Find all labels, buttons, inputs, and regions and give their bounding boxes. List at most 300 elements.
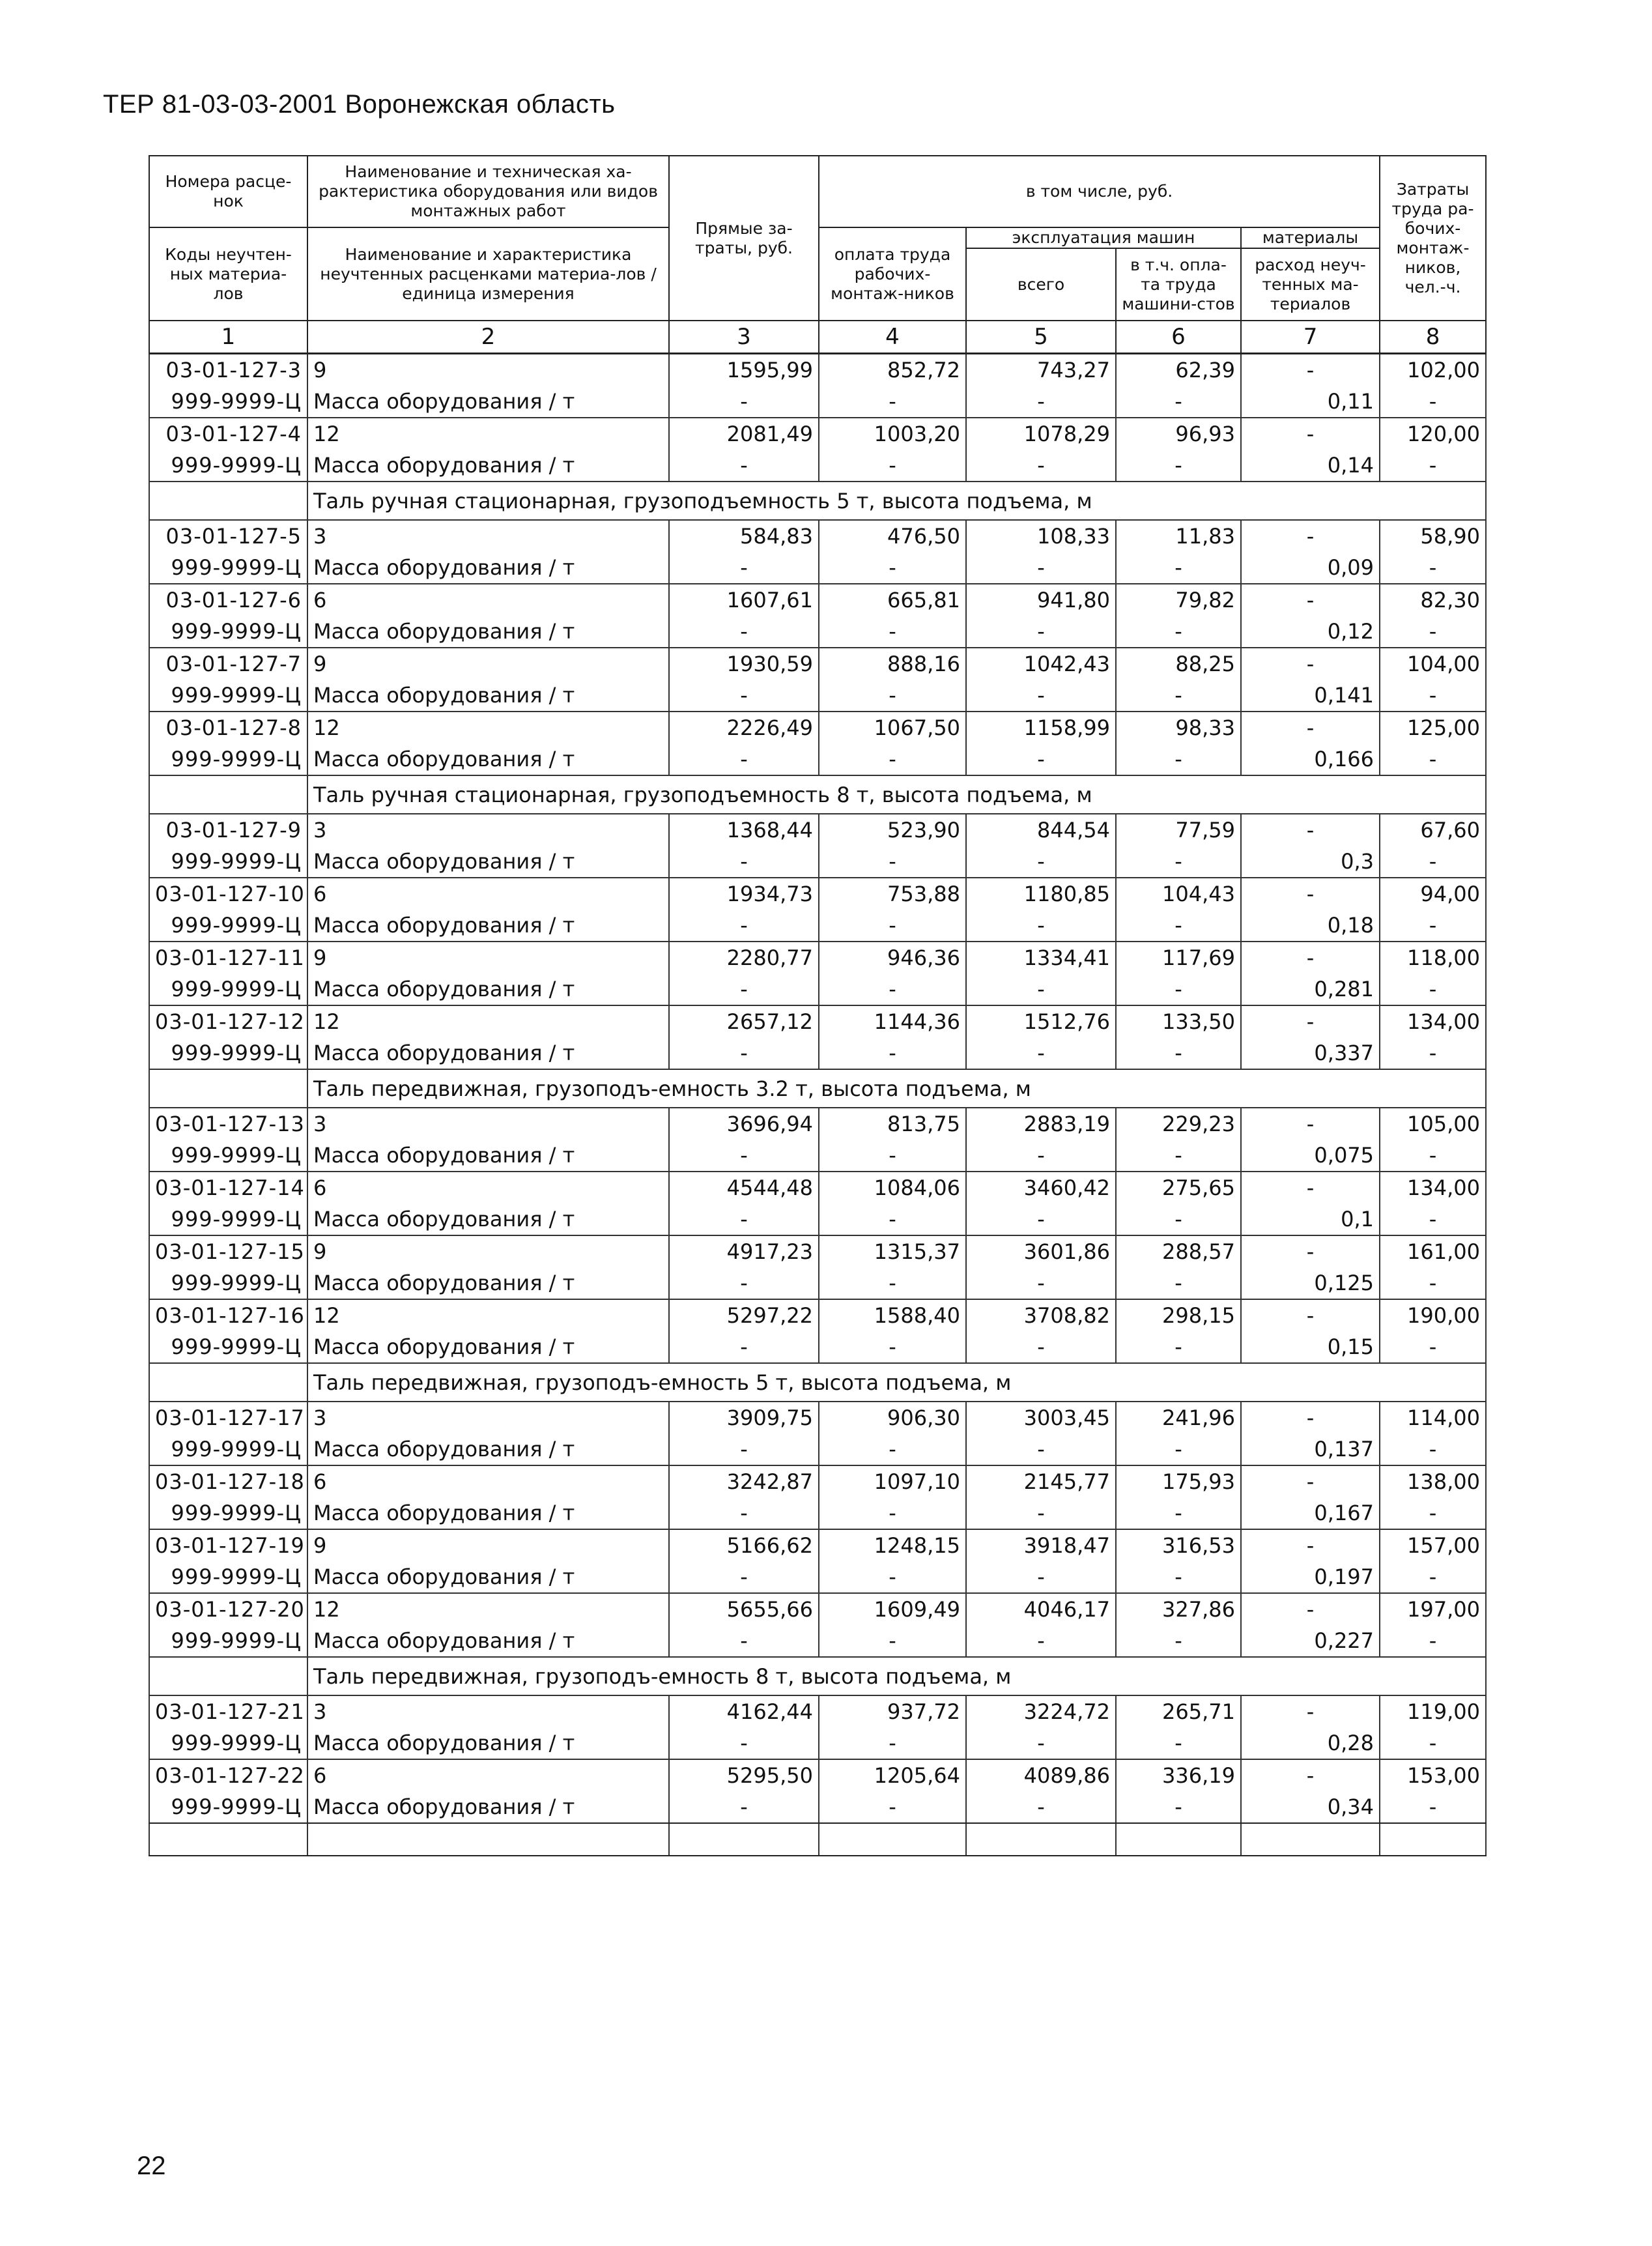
machines-total-value: 3003,45	[966, 1402, 1116, 1433]
rate-code: 03-01-127-20	[149, 1593, 307, 1625]
material-usage-value: 0,14	[1241, 450, 1380, 482]
wages-value: 665,81	[819, 584, 966, 616]
material-wages-value: -	[819, 1433, 966, 1465]
machines-total-value: 941,80	[966, 584, 1116, 616]
column-number: 2	[307, 321, 669, 354]
machines-total-value: 1512,76	[966, 1005, 1116, 1037]
column-number-row	[149, 321, 1486, 354]
rate-parameter: 12	[307, 1299, 669, 1331]
material-code: 999-9999-Ц	[149, 1037, 307, 1069]
machines-wages-value: 336,19	[1116, 1759, 1241, 1791]
material-wages-value: -	[819, 1140, 966, 1172]
material-direct-value: -	[669, 1331, 819, 1363]
direct-costs-value: 5655,66	[669, 1593, 819, 1625]
rate-code: 03-01-127-22	[149, 1759, 307, 1791]
labor-value: 114,00	[1380, 1402, 1486, 1433]
material-labor-value: -	[1380, 1140, 1486, 1172]
materials-usage-value: -	[1241, 1695, 1380, 1727]
direct-costs-value: 4917,23	[669, 1235, 819, 1267]
materials-usage-value: -	[1241, 1235, 1380, 1267]
material-row	[149, 552, 1486, 584]
rate-code: 03-01-127-5	[149, 520, 307, 552]
section-heading-row	[149, 1657, 1486, 1695]
material-machines-value: -	[966, 1497, 1116, 1529]
rate-code: 03-01-127-6	[149, 584, 307, 616]
material-name: Масса оборудования / т	[307, 910, 669, 942]
section-blank	[149, 1657, 307, 1695]
material-direct-value: -	[669, 450, 819, 482]
material-direct-value: -	[669, 616, 819, 648]
wages-value: 946,36	[819, 942, 966, 973]
material-direct-value: -	[669, 1433, 819, 1465]
direct-costs-value: 1934,73	[669, 878, 819, 910]
material-code: 999-9999-Ц	[149, 1791, 307, 1823]
section-blank	[149, 1069, 307, 1108]
column-number: 6	[1116, 321, 1241, 354]
rate-parameter: 3	[307, 1108, 669, 1140]
material-code: 999-9999-Ц	[149, 1497, 307, 1529]
column-number: 1	[149, 321, 307, 354]
material-code: 999-9999-Ц	[149, 1140, 307, 1172]
material-machines-wages-value: -	[1116, 1433, 1241, 1465]
material-machines-value: -	[966, 1727, 1116, 1759]
material-machines-wages-value: -	[1116, 1561, 1241, 1593]
rate-parameter: 6	[307, 1465, 669, 1497]
section-title: Таль передвижная, грузоподъ-емность 8 т, высота подъема, м	[307, 1657, 1486, 1695]
materials-usage-value: -	[1241, 1108, 1380, 1140]
materials-usage-value: -	[1241, 942, 1380, 973]
wages-value: 1084,06	[819, 1172, 966, 1203]
material-row	[149, 1037, 1486, 1069]
material-usage-value: 0,15	[1241, 1331, 1380, 1363]
rate-parameter: 6	[307, 1759, 669, 1791]
material-name: Масса оборудования / т	[307, 1267, 669, 1299]
material-name: Масса оборудования / т	[307, 1433, 669, 1465]
direct-costs-value: 1368,44	[669, 814, 819, 846]
machines-wages-value: 298,15	[1116, 1299, 1241, 1331]
wages-value: 888,16	[819, 648, 966, 680]
material-machines-value: -	[966, 973, 1116, 1005]
material-code: 999-9999-Ц	[149, 616, 307, 648]
machines-wages-value: 241,96	[1116, 1402, 1241, 1433]
page-number: 22	[137, 2152, 166, 2180]
direct-costs-value: 4162,44	[669, 1695, 819, 1727]
material-direct-value: -	[669, 1140, 819, 1172]
material-direct-value: -	[669, 386, 819, 418]
rate-parameter: 6	[307, 584, 669, 616]
material-row	[149, 450, 1486, 482]
material-wages-value: -	[819, 680, 966, 712]
rate-code: 03-01-127-10	[149, 878, 307, 910]
machines-wages-value: 175,93	[1116, 1465, 1241, 1497]
machines-wages-value: 77,59	[1116, 814, 1241, 846]
document-title: ТЕР 81-03-03-2001 Воронежская область	[103, 90, 616, 119]
rate-parameter: 12	[307, 418, 669, 450]
direct-costs-value: 1930,59	[669, 648, 819, 680]
material-name: Масса оборудования / т	[307, 552, 669, 584]
wages-value: 1003,20	[819, 418, 966, 450]
material-machines-wages-value: -	[1116, 450, 1241, 482]
header-codes-bottom: Коды неучтен-ных материа-лов	[149, 227, 307, 321]
material-direct-value: -	[669, 1497, 819, 1529]
material-machines-wages-value: -	[1116, 680, 1241, 712]
labor-value: 134,00	[1380, 1172, 1486, 1203]
wages-value: 813,75	[819, 1108, 966, 1140]
rate-row	[149, 1299, 1486, 1331]
material-machines-wages-value: -	[1116, 973, 1241, 1005]
header-name-top: Наименование и техническая ха-рактеристика оборудования или видов монтажных работ	[307, 156, 669, 227]
material-name: Масса оборудования / т	[307, 1331, 669, 1363]
material-labor-value: -	[1380, 450, 1486, 482]
rate-parameter: 9	[307, 354, 669, 386]
labor-value: 197,00	[1380, 1593, 1486, 1625]
material-labor-value: -	[1380, 1561, 1486, 1593]
direct-costs-value: 3696,94	[669, 1108, 819, 1140]
machines-total-value: 3601,86	[966, 1235, 1116, 1267]
materials-usage-value: -	[1241, 712, 1380, 743]
material-code: 999-9999-Ц	[149, 1727, 307, 1759]
machines-wages-value: 11,83	[1116, 520, 1241, 552]
rate-parameter: 12	[307, 1593, 669, 1625]
material-machines-value: -	[966, 1625, 1116, 1657]
materials-usage-value: -	[1241, 1529, 1380, 1561]
machines-wages-value: 98,33	[1116, 712, 1241, 743]
header-name-bottom: Наименование и характеристика неучтенных расценками материа-лов / единица измерения	[307, 227, 669, 321]
materials-usage-value: -	[1241, 814, 1380, 846]
material-wages-value: -	[819, 616, 966, 648]
material-code: 999-9999-Ц	[149, 743, 307, 775]
header-materials: материалы	[1241, 227, 1380, 248]
material-machines-wages-value: -	[1116, 743, 1241, 775]
direct-costs-value: 1607,61	[669, 584, 819, 616]
wages-value: 852,72	[819, 354, 966, 386]
material-machines-value: -	[966, 552, 1116, 584]
material-row	[149, 1267, 1486, 1299]
section-title: Таль передвижная, грузоподъ-емность 5 т, высота подъема, м	[307, 1363, 1486, 1402]
material-labor-value: -	[1380, 552, 1486, 584]
material-name: Масса оборудования / т	[307, 680, 669, 712]
material-usage-value: 0,141	[1241, 680, 1380, 712]
header-materials-usage: расход неуч-тенных ма-териалов	[1241, 248, 1380, 321]
material-wages-value: -	[819, 1727, 966, 1759]
material-row	[149, 1727, 1486, 1759]
labor-value: 118,00	[1380, 942, 1486, 973]
column-number: 7	[1241, 321, 1380, 354]
wages-value: 753,88	[819, 878, 966, 910]
material-machines-wages-value: -	[1116, 1203, 1241, 1235]
materials-usage-value: -	[1241, 584, 1380, 616]
material-labor-value: -	[1380, 973, 1486, 1005]
wages-value: 1097,10	[819, 1465, 966, 1497]
rate-row	[149, 1695, 1486, 1727]
rate-row	[149, 520, 1486, 552]
rate-code: 03-01-127-13	[149, 1108, 307, 1140]
material-machines-wages-value: -	[1116, 616, 1241, 648]
header-codes-top: Номера расце-нок	[149, 156, 307, 227]
material-wages-value: -	[819, 1497, 966, 1529]
material-usage-value: 0,3	[1241, 846, 1380, 878]
section-heading-row	[149, 1069, 1486, 1108]
material-direct-value: -	[669, 1727, 819, 1759]
wages-value: 937,72	[819, 1695, 966, 1727]
direct-costs-value: 2657,12	[669, 1005, 819, 1037]
material-usage-value: 0,166	[1241, 743, 1380, 775]
table-header	[149, 156, 1486, 354]
column-number: 4	[819, 321, 966, 354]
rate-row	[149, 814, 1486, 846]
direct-costs-value: 2081,49	[669, 418, 819, 450]
rate-code: 03-01-127-17	[149, 1402, 307, 1433]
material-wages-value: -	[819, 973, 966, 1005]
rate-parameter: 3	[307, 1695, 669, 1727]
rate-row	[149, 878, 1486, 910]
section-title: Таль ручная стационарная, грузоподъемность 8 т, высота подъема, м	[307, 775, 1486, 814]
material-name: Масса оборудования / т	[307, 743, 669, 775]
section-blank	[149, 775, 307, 814]
material-labor-value: -	[1380, 1331, 1486, 1363]
direct-costs-value: 4544,48	[669, 1172, 819, 1203]
machines-total-value: 3224,72	[966, 1695, 1116, 1727]
material-labor-value: -	[1380, 1625, 1486, 1657]
material-machines-value: -	[966, 1037, 1116, 1069]
material-machines-wages-value: -	[1116, 846, 1241, 878]
rate-parameter: 9	[307, 1235, 669, 1267]
material-wages-value: -	[819, 450, 966, 482]
material-machines-wages-value: -	[1116, 552, 1241, 584]
rate-row	[149, 942, 1486, 973]
rate-parameter: 12	[307, 1005, 669, 1037]
material-code: 999-9999-Ц	[149, 1561, 307, 1593]
rate-code: 03-01-127-8	[149, 712, 307, 743]
material-usage-value: 0,125	[1241, 1267, 1380, 1299]
wages-value: 906,30	[819, 1402, 966, 1433]
machines-total-value: 4089,86	[966, 1759, 1116, 1791]
material-row	[149, 1331, 1486, 1363]
rate-parameter: 9	[307, 942, 669, 973]
materials-usage-value: -	[1241, 1593, 1380, 1625]
material-name: Масса оборудования / т	[307, 386, 669, 418]
wages-value: 1588,40	[819, 1299, 966, 1331]
labor-value: 119,00	[1380, 1695, 1486, 1727]
material-machines-wages-value: -	[1116, 1791, 1241, 1823]
machines-total-value: 3460,42	[966, 1172, 1116, 1203]
machines-total-value: 3918,47	[966, 1529, 1116, 1561]
labor-value: 102,00	[1380, 354, 1486, 386]
rate-row	[149, 648, 1486, 680]
rate-code: 03-01-127-11	[149, 942, 307, 973]
material-labor-value: -	[1380, 680, 1486, 712]
rate-code: 03-01-127-16	[149, 1299, 307, 1331]
machines-wages-value: 229,23	[1116, 1108, 1241, 1140]
material-machines-value: -	[966, 1267, 1116, 1299]
header-machines-total: всего	[966, 248, 1116, 321]
material-machines-value: -	[966, 910, 1116, 942]
material-name: Масса оборудования / т	[307, 846, 669, 878]
machines-wages-value: 79,82	[1116, 584, 1241, 616]
labor-value: 94,00	[1380, 878, 1486, 910]
material-labor-value: -	[1380, 1433, 1486, 1465]
material-labor-value: -	[1380, 1203, 1486, 1235]
materials-usage-value: -	[1241, 648, 1380, 680]
materials-usage-value: -	[1241, 1402, 1380, 1433]
material-usage-value: 0,34	[1241, 1791, 1380, 1823]
rate-code: 03-01-127-9	[149, 814, 307, 846]
material-code: 999-9999-Ц	[149, 386, 307, 418]
rate-code: 03-01-127-14	[149, 1172, 307, 1203]
material-wages-value: -	[819, 1791, 966, 1823]
material-wages-value: -	[819, 1561, 966, 1593]
rate-code: 03-01-127-21	[149, 1695, 307, 1727]
materials-usage-value: -	[1241, 1172, 1380, 1203]
rate-parameter: 3	[307, 814, 669, 846]
labor-value: 104,00	[1380, 648, 1486, 680]
labor-value: 105,00	[1380, 1108, 1486, 1140]
materials-usage-value: -	[1241, 520, 1380, 552]
material-name: Масса оборудования / т	[307, 1727, 669, 1759]
materials-usage-value: -	[1241, 418, 1380, 450]
material-row	[149, 1625, 1486, 1657]
material-direct-value: -	[669, 1267, 819, 1299]
wages-value: 476,50	[819, 520, 966, 552]
wages-value: 1315,37	[819, 1235, 966, 1267]
section-blank	[149, 482, 307, 520]
material-wages-value: -	[819, 910, 966, 942]
materials-usage-value: -	[1241, 1005, 1380, 1037]
labor-value: 120,00	[1380, 418, 1486, 450]
direct-costs-value: 2226,49	[669, 712, 819, 743]
rate-parameter: 9	[307, 648, 669, 680]
machines-total-value: 3708,82	[966, 1299, 1116, 1331]
material-machines-wages-value: -	[1116, 1497, 1241, 1529]
material-machines-value: -	[966, 1561, 1116, 1593]
material-code: 999-9999-Ц	[149, 1625, 307, 1657]
material-usage-value: 0,227	[1241, 1625, 1380, 1657]
rate-parameter: 3	[307, 520, 669, 552]
material-wages-value: -	[819, 386, 966, 418]
material-row	[149, 743, 1486, 775]
rate-row	[149, 1235, 1486, 1267]
material-labor-value: -	[1380, 1791, 1486, 1823]
material-wages-value: -	[819, 1037, 966, 1069]
material-name: Масса оборудования / т	[307, 1625, 669, 1657]
machines-total-value: 1042,43	[966, 648, 1116, 680]
material-machines-wages-value: -	[1116, 910, 1241, 942]
machines-wages-value: 133,50	[1116, 1005, 1241, 1037]
direct-costs-value: 584,83	[669, 520, 819, 552]
material-direct-value: -	[669, 973, 819, 1005]
direct-costs-value: 1595,99	[669, 354, 819, 386]
material-usage-value: 0,281	[1241, 973, 1380, 1005]
material-code: 999-9999-Ц	[149, 1331, 307, 1363]
header-including: в том числе, руб.	[819, 156, 1380, 227]
rate-row	[149, 1005, 1486, 1037]
material-wages-value: -	[819, 552, 966, 584]
material-wages-value: -	[819, 1267, 966, 1299]
machines-wages-value: 288,57	[1116, 1235, 1241, 1267]
rates-table	[149, 155, 1487, 1856]
rate-row	[149, 1759, 1486, 1791]
machines-wages-value: 117,69	[1116, 942, 1241, 973]
material-code: 999-9999-Ц	[149, 1203, 307, 1235]
rate-row	[149, 1593, 1486, 1625]
table-body	[149, 354, 1486, 1856]
material-row	[149, 1561, 1486, 1593]
material-direct-value: -	[669, 1791, 819, 1823]
labor-value: 58,90	[1380, 520, 1486, 552]
direct-costs-value: 2280,77	[669, 942, 819, 973]
material-code: 999-9999-Ц	[149, 680, 307, 712]
direct-costs-value: 5297,22	[669, 1299, 819, 1331]
labor-value: 134,00	[1380, 1005, 1486, 1037]
material-wages-value: -	[819, 1625, 966, 1657]
machines-total-value: 1158,99	[966, 712, 1116, 743]
material-row	[149, 386, 1486, 418]
rate-row	[149, 712, 1486, 743]
machines-wages-value: 327,86	[1116, 1593, 1241, 1625]
rate-parameter: 6	[307, 878, 669, 910]
material-row	[149, 910, 1486, 942]
rate-code: 03-01-127-7	[149, 648, 307, 680]
machines-total-value: 743,27	[966, 354, 1116, 386]
material-usage-value: 0,18	[1241, 910, 1380, 942]
machines-total-value: 2883,19	[966, 1108, 1116, 1140]
material-machines-value: -	[966, 846, 1116, 878]
material-code: 999-9999-Ц	[149, 1267, 307, 1299]
material-labor-value: -	[1380, 1267, 1486, 1299]
labor-value: 138,00	[1380, 1465, 1486, 1497]
section-heading-row	[149, 1363, 1486, 1402]
material-machines-value: -	[966, 1203, 1116, 1235]
material-direct-value: -	[669, 1561, 819, 1593]
labor-value: 190,00	[1380, 1299, 1486, 1331]
machines-wages-value: 88,25	[1116, 648, 1241, 680]
material-row	[149, 1791, 1486, 1823]
machines-wages-value: 96,93	[1116, 418, 1241, 450]
machines-wages-value: 62,39	[1116, 354, 1241, 386]
direct-costs-value: 5295,50	[669, 1759, 819, 1791]
material-name: Масса оборудования / т	[307, 1037, 669, 1069]
rate-row	[149, 354, 1486, 386]
direct-costs-value: 3909,75	[669, 1402, 819, 1433]
machines-total-value: 2145,77	[966, 1465, 1116, 1497]
material-row	[149, 616, 1486, 648]
wages-value: 1609,49	[819, 1593, 966, 1625]
section-title: Таль ручная стационарная, грузоподъемность 5 т, высота подъема, м	[307, 482, 1486, 520]
rate-row	[149, 1465, 1486, 1497]
header-machines: эксплуатация машин	[966, 227, 1241, 248]
machines-wages-value: 104,43	[1116, 878, 1241, 910]
column-number: 5	[966, 321, 1116, 354]
rate-row	[149, 1402, 1486, 1433]
material-labor-value: -	[1380, 743, 1486, 775]
material-usage-value: 0,09	[1241, 552, 1380, 584]
section-heading-row	[149, 482, 1486, 520]
material-row	[149, 680, 1486, 712]
labor-value: 157,00	[1380, 1529, 1486, 1561]
material-labor-value: -	[1380, 910, 1486, 942]
material-machines-value: -	[966, 1140, 1116, 1172]
material-code: 999-9999-Ц	[149, 846, 307, 878]
material-labor-value: -	[1380, 846, 1486, 878]
wages-value: 1248,15	[819, 1529, 966, 1561]
material-row	[149, 1203, 1486, 1235]
rate-code: 03-01-127-15	[149, 1235, 307, 1267]
rate-parameter: 9	[307, 1529, 669, 1561]
machines-total-value: 108,33	[966, 520, 1116, 552]
rate-parameter: 12	[307, 712, 669, 743]
machines-total-value: 1078,29	[966, 418, 1116, 450]
machines-total-value: 1180,85	[966, 878, 1116, 910]
